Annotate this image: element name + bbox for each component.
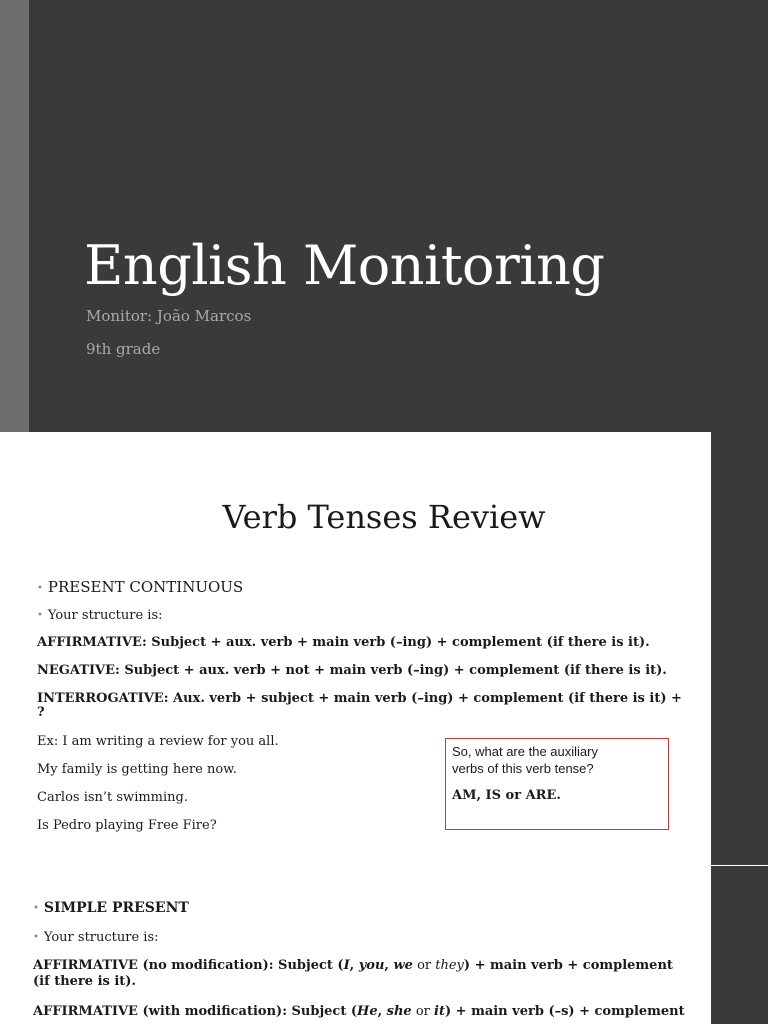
monitor-name: Monitor: João Marcos — [86, 307, 252, 325]
present-continuous-slide — [0, 432, 768, 865]
structure-intro — [33, 930, 159, 945]
interrogative-rule: INTERROGATIVE: Aux. verb + subject + main verb (–ing) + complement (if there is it) + — [37, 691, 682, 706]
auxiliary-verbs-callout — [445, 738, 669, 830]
section-heading — [33, 900, 189, 916]
title-slide — [0, 0, 768, 432]
structure-intro — [37, 608, 163, 623]
slide-title: Verb Tenses Review — [222, 498, 546, 536]
slide-accent-bar — [711, 432, 768, 865]
bullet-icon: • — [33, 932, 39, 943]
negative-rule: NEGATIVE: Subject + aux. verb + not + main verb (–ing) + complement (if there is it). — [37, 663, 667, 678]
example-line: Ex: I am writing a review for you all. — [37, 734, 279, 749]
affirmative-no-mod-rule: AFFIRMATIVE (no modification): Subject (I, you, we or they) + main verb + complement — [33, 958, 673, 973]
callout-question-line: verbs of this verb tense? — [452, 761, 594, 776]
slide-accent-bar — [0, 0, 29, 432]
example-line: My family is getting here now. — [37, 762, 237, 777]
section-heading — [37, 578, 243, 596]
simple-present-slide — [0, 866, 768, 1024]
affirmative-no-mod-rule-end: (if there is it). — [33, 974, 136, 989]
example-line: Carlos isn’t swimming. — [37, 790, 188, 805]
section-heading-text: SIMPLE PRESENT — [43, 900, 189, 916]
callout-question-line: So, what are the auxiliary — [452, 744, 598, 759]
presentation-title: English Monitoring — [84, 234, 605, 297]
grade-label: 9th grade — [86, 340, 161, 358]
example-line: Is Pedro playing Free Fire? — [37, 818, 217, 833]
bullet-icon: • — [37, 610, 43, 621]
slide-accent-bar — [711, 866, 768, 1024]
bullet-icon: • — [37, 583, 43, 594]
interrogative-rule-end: ? — [37, 705, 45, 720]
affirmative-mod-rule: AFFIRMATIVE (with modification): Subject (He, she or it) + main verb (–s) + complement — [33, 1004, 685, 1019]
callout-answer: AM, IS or ARE. — [452, 788, 561, 803]
section-heading-text: PRESENT CONTINUOUS — [47, 578, 244, 596]
affirmative-rule: AFFIRMATIVE: Subject + aux. verb + main verb (–ing) + complement (if there is it). — [37, 635, 650, 650]
structure-intro-text: Your structure is: — [43, 930, 159, 945]
bullet-icon: • — [33, 903, 39, 914]
structure-intro-text: Your structure is: — [47, 608, 163, 623]
